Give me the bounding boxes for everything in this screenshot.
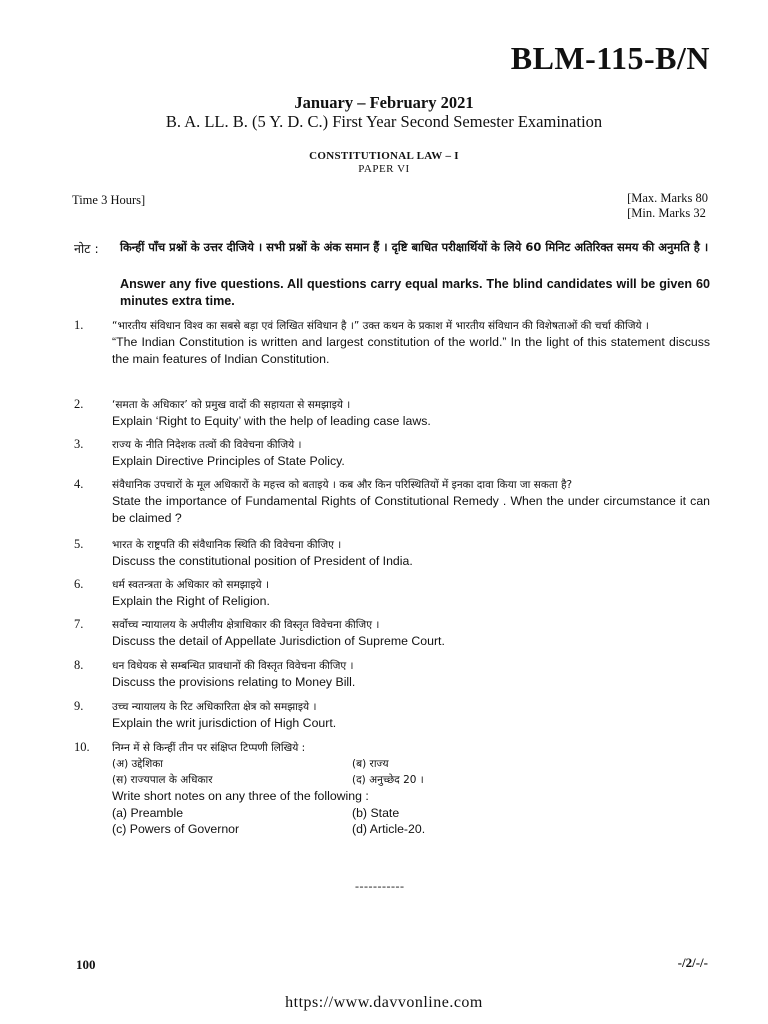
exam-session: January – February 2021: [294, 93, 474, 112]
question-text-hindi: उच्च न्यायालय के रिट अधिकारिता क्षेत्र को समझाइये ।: [112, 701, 317, 713]
question-text-hindi: निम्न में से किन्हीं तीन पर संक्षिप्त टिप्पणी लिखिये :: [112, 742, 306, 754]
end-divider: -----------: [355, 879, 405, 893]
note-english: Answer any five questions. All questions carry equal marks. The blind candidates will be given 60 minutes extra time.: [120, 277, 710, 308]
question-7: [74, 617, 710, 650]
min-marks: [Min. Marks 32: [627, 206, 706, 220]
question-number: 10.: [74, 740, 90, 754]
question-text-hindi: धन विधेयक से सम्बन्धित प्रावधानों की विस्तृत विवेचना कीजिए ।: [112, 660, 354, 672]
question-number: 3.: [74, 437, 84, 451]
option-c-english: (c) Powers of Governor: [112, 821, 240, 836]
exam-title: B. A. LL. B. (5 Y. D. C.) First Year Second Semester Examination: [165, 112, 603, 131]
note-hindi: किन्हीं पाँच प्रश्नों के उत्तर दीजिये । सभी प्रश्नों के अंक समान हैं । दृष्टि बाधित परीक्षार्थियों के लिये 60 मिनिट अतिरिक्त समय की अनुमति है ।: [120, 240, 709, 254]
question-text-english: State the importance of Fundamental Rights of Constitutional Remedy . When the under circumstance it can be claimed ?: [112, 494, 710, 525]
question-10: [74, 740, 710, 837]
question-5: [74, 537, 710, 570]
question-text-english: Discuss the provisions relating to Money Bill.: [112, 675, 356, 689]
question-text-hindi: संवैधानिक उपचारों के मूल अधिकारों के महत्त्व को बताइये । कब और किन परिस्थितियों में इनका दावा किया जा सकता है?: [112, 479, 573, 491]
question-text-hindi: भारत के राष्ट्रपति की संवैधानिक स्थिति की विवेचना कीजिए ।: [112, 539, 342, 551]
options-hindi: [112, 756, 710, 788]
question-number: 5.: [74, 537, 84, 551]
question-number: 7.: [74, 617, 84, 631]
question-6: [74, 577, 710, 610]
question-text-hindi: “भारतीय संविधान विश्व का सबसे बड़ा एवं लिखित संविधान है ।” उक्त कथन के प्रकाश में भारतीय संविधान की विशेषताओं की चर्चा कीजिये ।: [112, 320, 649, 332]
option-d-hindi: (द) अनुच्छेद 20 ।: [352, 774, 424, 786]
question-text-english: “The Indian Constitution is written and largest constitution of the world.” In the light of this statement discuss the main features of Indian Constitution.: [112, 335, 710, 366]
question-text-hindi: राज्य के नीति निदेशक तत्वों की विवेचना कीजिये ।: [112, 439, 302, 451]
question-3: [74, 437, 710, 470]
question-text-hindi: ‘समता के अधिकार’ को प्रमुख वादों की सहायता से समझाइये ।: [112, 399, 351, 411]
question-number: 9.: [74, 699, 84, 713]
question-number: 8.: [74, 658, 84, 672]
question-text-english: Explain ‘Right to Equity’ with the help of leading case laws.: [112, 414, 431, 428]
question-text-english: Explain Directive Principles of State Policy.: [112, 454, 345, 468]
question-text-english: Discuss the constitutional position of President of India.: [112, 554, 413, 568]
option-d-english: (d) Article-20.: [352, 821, 426, 836]
max-marks: [Max. Marks 80: [627, 191, 708, 205]
paper-number: PAPER VI: [358, 163, 410, 175]
option-a-hindi: (अ) उद्देशिका: [112, 758, 164, 770]
page-reference: -/2/-/-: [677, 955, 708, 970]
question-1: [74, 318, 710, 367]
question-text-english: Write short notes on any three of the following :: [112, 789, 369, 803]
question-number: 4.: [74, 477, 84, 491]
question-text-hindi: धर्म स्वतन्त्रता के अधिकार को समझाइये ।: [112, 579, 269, 591]
marks-block: [627, 191, 708, 221]
option-b-english: (b) State: [352, 805, 400, 820]
question-text-english: Explain the Right of Religion.: [112, 594, 270, 608]
options-english: [112, 805, 710, 837]
question-number: 1.: [74, 318, 84, 332]
source-url: https://www.davvonline.com: [285, 994, 483, 1011]
note-label: नोट :: [74, 241, 99, 256]
question-4: [74, 477, 710, 526]
question-number: 2.: [74, 397, 84, 411]
question-number: 6.: [74, 577, 84, 591]
option-c-hindi: (स) राज्यपाल के अधिकार: [112, 774, 213, 786]
question-9: [74, 699, 710, 732]
question-text-english: Explain the writ jurisdiction of High Court.: [112, 716, 337, 730]
question-text-english: Discuss the detail of Appellate Jurisdiction of Supreme Court.: [112, 634, 445, 648]
time-allowed: Time 3 Hours]: [72, 193, 146, 207]
option-b-hindi: (ब) राज्य: [352, 758, 389, 770]
page-number: 100: [76, 957, 96, 972]
subject-title: CONSTITUTIONAL LAW – I: [309, 150, 459, 162]
question-8: [74, 658, 710, 691]
question-2: [74, 397, 710, 430]
question-text-hindi: सर्वोच्च न्यायालय के अपीलीय क्षेत्राधिकार की विस्तृत विवेचना कीजिए ।: [112, 619, 380, 631]
exam-code: BLM-115-B/N: [510, 40, 710, 76]
option-a-english: (a) Preamble: [112, 805, 184, 820]
